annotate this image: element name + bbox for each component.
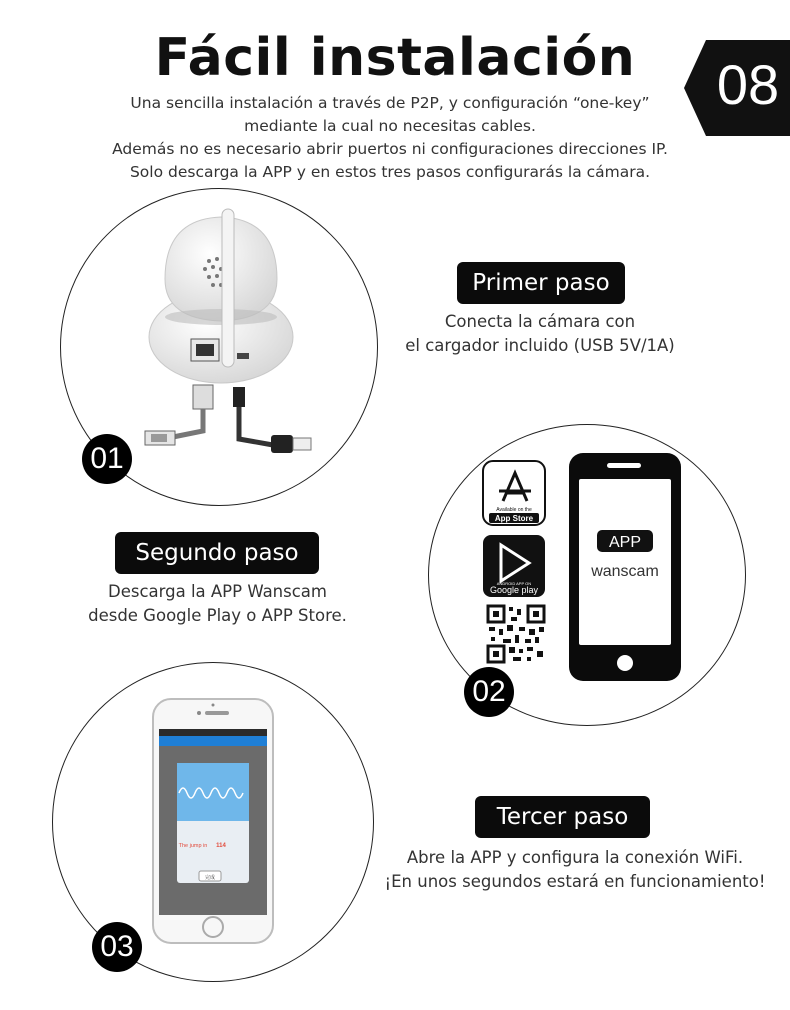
step3-desc-line: Abre la APP y configura la conexión WiFi. <box>406 848 744 867</box>
dialog-text: The jump in <box>178 843 208 849</box>
qr-code-icon <box>487 605 545 663</box>
step3-description <box>360 846 790 894</box>
step2-desc-line: desde Google Play o APP Store. <box>88 606 347 625</box>
step1-desc-line: el cargador incluido (USB 5V/1A) <box>405 336 675 355</box>
page-title: Fácil instalación <box>154 28 636 88</box>
dialog-ok-button: 完成 <box>204 875 216 881</box>
step1-description <box>380 310 700 358</box>
phone-app-brand: wanscam <box>591 563 659 580</box>
step1-label: Primer paso <box>457 262 625 304</box>
ethernet-cable-icon <box>145 385 213 445</box>
phone-app-badge: APP <box>608 534 642 551</box>
step3-desc-line: ¡En unos segundos estará en funcionamiento! <box>384 872 766 891</box>
smartphone-icon <box>569 453 681 681</box>
subtitle-line: Una sencilla instalación a través de P2P, y configuración “one-key” <box>130 94 650 112</box>
subtitle-line: Solo descarga la APP y en estos tres pasos configurarás la cámara. <box>129 163 651 181</box>
step2-description <box>50 580 385 628</box>
googleplay-line2: Google play <box>489 585 539 595</box>
step3-number: 03 <box>92 922 142 972</box>
page-subtitle <box>60 92 720 184</box>
step1-number: 01 <box>82 434 132 484</box>
dialog-count: 114 <box>216 843 226 849</box>
step2-number: 02 <box>464 667 514 717</box>
app-store-icon <box>483 461 545 525</box>
subtitle-line: mediante la cual no necesitas cables. <box>244 117 536 135</box>
white-smartphone-image <box>153 699 273 943</box>
google-play-icon <box>483 535 545 597</box>
subtitle-line: Además no es necesario abrir puertos ni configuraciones direcciones IP. <box>112 140 668 158</box>
usb-cable-icon <box>233 387 311 453</box>
appstore-line1: Available on the <box>496 507 532 513</box>
googleplay-line1: ANDROID APP ON <box>496 581 532 586</box>
step2-label: Segundo paso <box>115 532 319 574</box>
step1-desc-line: Conecta la cámara con <box>444 312 636 331</box>
step2-desc-line: Descarga la APP Wanscam <box>107 582 327 601</box>
appstore-line2: App Store <box>494 514 534 523</box>
step3-label: Tercer paso <box>475 796 650 838</box>
section-number: 08 <box>716 53 780 116</box>
